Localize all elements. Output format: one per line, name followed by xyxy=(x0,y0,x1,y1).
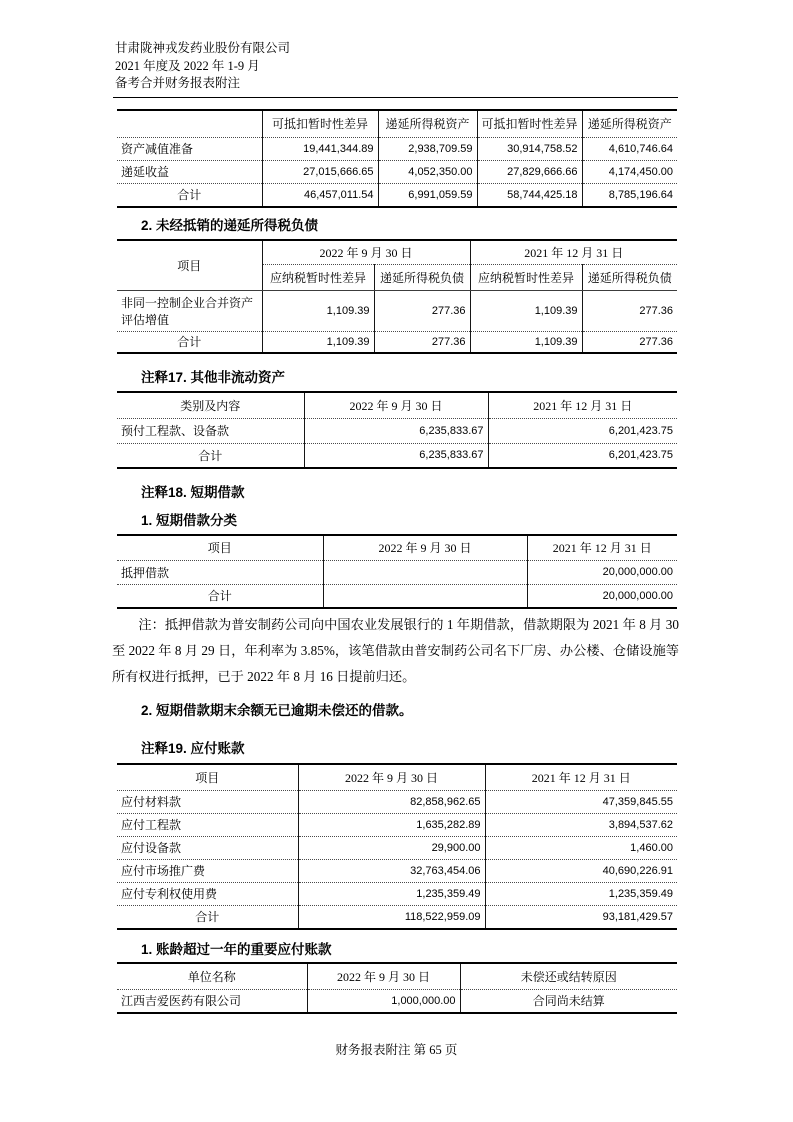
column-header: 类别及内容 xyxy=(117,392,304,418)
column-header: 2022 年 9 月 30 日 xyxy=(307,963,460,989)
column-header: 2022 年 9 月 30 日 xyxy=(304,392,488,418)
total-label: 合计 xyxy=(177,188,202,203)
amount-cell: 1,235,359.49 xyxy=(298,882,485,905)
amount-cell: 8,785,196.64 xyxy=(582,183,677,207)
date-column-header: 2022 年 9 月 30 日 xyxy=(262,240,470,264)
column-header: 递延所得税资产 xyxy=(378,110,477,137)
column-header: 应纳税暂时性差异 xyxy=(262,264,374,290)
date-column-header: 2021 年 12 月 31 日 xyxy=(470,240,677,264)
amount-cell: 118,522,959.09 xyxy=(298,905,485,929)
amount-cell: 1,235,359.49 xyxy=(485,882,677,905)
amount-cell: 46,457,011.54 xyxy=(262,183,378,207)
total-label: 合计 xyxy=(195,910,220,925)
row-label: 应付市场推广费 xyxy=(117,859,298,882)
deferred-tax-assets-table xyxy=(117,109,677,208)
column-header: 应纳税暂时性差异 xyxy=(470,264,582,290)
row-label: 递延收益 xyxy=(117,160,262,183)
section-heading-deferred-tax-liabilities: 2. 未经抵销的递延所得税负债 xyxy=(141,218,319,233)
total-row xyxy=(117,905,677,929)
column-header: 2021 年 12 月 31 日 xyxy=(488,392,677,418)
amount-cell: 20,000,000.00 xyxy=(527,560,677,584)
section-heading-note18: 注释18. 短期借款 xyxy=(141,485,245,500)
amount-cell xyxy=(323,560,527,584)
total-label: 合计 xyxy=(198,448,223,463)
table-row xyxy=(117,290,677,331)
column-header: 2022 年 9 月 30 日 xyxy=(323,535,527,560)
amount-cell: 47,359,845.55 xyxy=(485,790,677,813)
amount-cell: 6,201,423.75 xyxy=(488,418,677,443)
table-row xyxy=(117,859,677,882)
amount-cell: 29,900.00 xyxy=(298,836,485,859)
total-label: 合计 xyxy=(207,589,232,604)
column-header: 未偿还或结转原因 xyxy=(460,963,677,989)
amount-cell: 3,894,537.62 xyxy=(485,813,677,836)
subsection-heading-loan-classes: 1. 短期借款分类 xyxy=(141,513,238,528)
amount-cell: 1,635,282.89 xyxy=(298,813,485,836)
table-row xyxy=(117,882,677,905)
section-heading-note17: 注释17. 其他非流动资产 xyxy=(141,370,286,385)
amount-cell: 4,610,746.64 xyxy=(582,137,677,160)
row-label: 应付专利权使用费 xyxy=(117,882,298,905)
other-noncurrent-assets-table xyxy=(117,391,677,469)
company-name: 甘肃陇神戎发药业股份有限公司 xyxy=(115,41,291,55)
amount-cell: 19,441,344.89 xyxy=(262,137,378,160)
table-row xyxy=(117,560,677,584)
column-header: 递延所得税负债 xyxy=(374,264,470,290)
amount-cell: 6,201,423.75 xyxy=(488,443,677,468)
table-row xyxy=(117,790,677,813)
amount-cell: 1,460.00 xyxy=(485,836,677,859)
amount-cell: 4,174,450.00 xyxy=(582,160,677,183)
total-row xyxy=(117,331,677,353)
reason-cell: 合同尚未结算 xyxy=(460,989,677,1013)
total-row xyxy=(117,584,677,608)
amount-cell: 4,052,350.00 xyxy=(378,160,477,183)
short-term-loans-table xyxy=(117,534,677,609)
subsection-heading-aged-payables: 1. 账龄超过一年的重要应付账款 xyxy=(141,942,332,957)
total-label: 合计 xyxy=(177,335,202,350)
amount-cell: 20,000,000.00 xyxy=(527,584,677,608)
total-row xyxy=(117,443,677,468)
column-header: 可抵扣暂时性差异 xyxy=(262,110,378,137)
item-column-header: 项目 xyxy=(117,240,262,290)
column-header: 2021 年 12 月 31 日 xyxy=(485,764,677,790)
amount-cell: 6,235,833.67 xyxy=(304,443,488,468)
amount-cell xyxy=(323,584,527,608)
row-label: 非同一控制企业合并资产评估增值 xyxy=(117,290,262,331)
column-header: 递延所得税负债 xyxy=(582,264,677,290)
column-header: 2021 年 12 月 31 日 xyxy=(527,535,677,560)
subsection-heading-no-overdue: 2. 短期借款期末余额无已逾期未偿还的借款。 xyxy=(141,703,413,718)
amount-cell: 32,763,454.06 xyxy=(298,859,485,882)
accounts-payable-table xyxy=(117,763,677,930)
amount-cell: 1,109.39 xyxy=(470,331,582,353)
amount-cell: 1,109.39 xyxy=(262,331,374,353)
amount-cell: 6,991,059.59 xyxy=(378,183,477,207)
report-title: 备考合并财务报表附注 xyxy=(115,76,241,90)
column-header: 可抵扣暂时性差异 xyxy=(477,110,582,137)
amount-cell: 82,858,962.65 xyxy=(298,790,485,813)
row-label: 应付材料款 xyxy=(117,790,298,813)
aged-payables-table xyxy=(117,962,677,1014)
row-label: 江西吉爱医药有限公司 xyxy=(121,994,242,1009)
deferred-tax-liabilities-table xyxy=(117,239,677,354)
table-row xyxy=(117,418,677,443)
report-period: 2021 年度及 2022 年 1-9 月 xyxy=(115,58,260,73)
row-label: 应付设备款 xyxy=(117,836,298,859)
amount-cell: 30,914,758.52 xyxy=(477,137,582,160)
column-header: 递延所得税资产 xyxy=(582,110,677,137)
table-row xyxy=(117,836,677,859)
column-header: 项目 xyxy=(117,764,298,790)
column-header: 单位名称 xyxy=(117,963,307,989)
amount-cell: 27,015,666.65 xyxy=(262,160,378,183)
amount-cell: 93,181,429.57 xyxy=(485,905,677,929)
section-heading-note19: 注释19. 应付账款 xyxy=(141,741,245,756)
page-footer: 财务报表附注 第 65 页 xyxy=(335,1043,458,1057)
amount-cell: 277.36 xyxy=(582,331,677,353)
amount-cell: 277.36 xyxy=(374,290,470,331)
loan-note-paragraph: 注：抵押借款为普安制药公司向中国农业发展银行的 1 年期借款，借款期限为 2021 年 8 月 30 至 2022 年 8 月 29 日，年利率为 3.85%，该笔借款由普安制药公司名下厂房、办公楼、仓储设施等所有权进行抵押，已于 2022 年 8 月 16 日提前归还。 xyxy=(112,617,679,684)
amount-cell: 1,000,000.00 xyxy=(307,989,460,1013)
amount-cell: 27,829,666.66 xyxy=(477,160,582,183)
table-row xyxy=(117,813,677,836)
document-header xyxy=(115,40,290,93)
row-label: 应付工程款 xyxy=(117,813,298,836)
amount-cell: 1,109.39 xyxy=(470,290,582,331)
row-label: 预付工程款、设备款 xyxy=(117,418,304,443)
amount-cell: 40,690,226.91 xyxy=(485,859,677,882)
amount-cell: 6,235,833.67 xyxy=(304,418,488,443)
column-header: 项目 xyxy=(117,535,323,560)
amount-cell: 2,938,709.59 xyxy=(378,137,477,160)
row-label: 抵押借款 xyxy=(117,560,323,584)
column-header xyxy=(117,110,262,137)
amount-cell: 277.36 xyxy=(374,331,470,353)
amount-cell: 277.36 xyxy=(582,290,677,331)
row-label: 资产减值准备 xyxy=(117,137,262,160)
total-row xyxy=(117,183,677,207)
table-row xyxy=(117,160,677,183)
table-row xyxy=(117,137,677,160)
amount-cell: 58,744,425.18 xyxy=(477,183,582,207)
column-header: 2022 年 9 月 30 日 xyxy=(298,764,485,790)
table-row xyxy=(117,989,677,1013)
header-divider xyxy=(113,97,678,98)
amount-cell: 1,109.39 xyxy=(262,290,374,331)
